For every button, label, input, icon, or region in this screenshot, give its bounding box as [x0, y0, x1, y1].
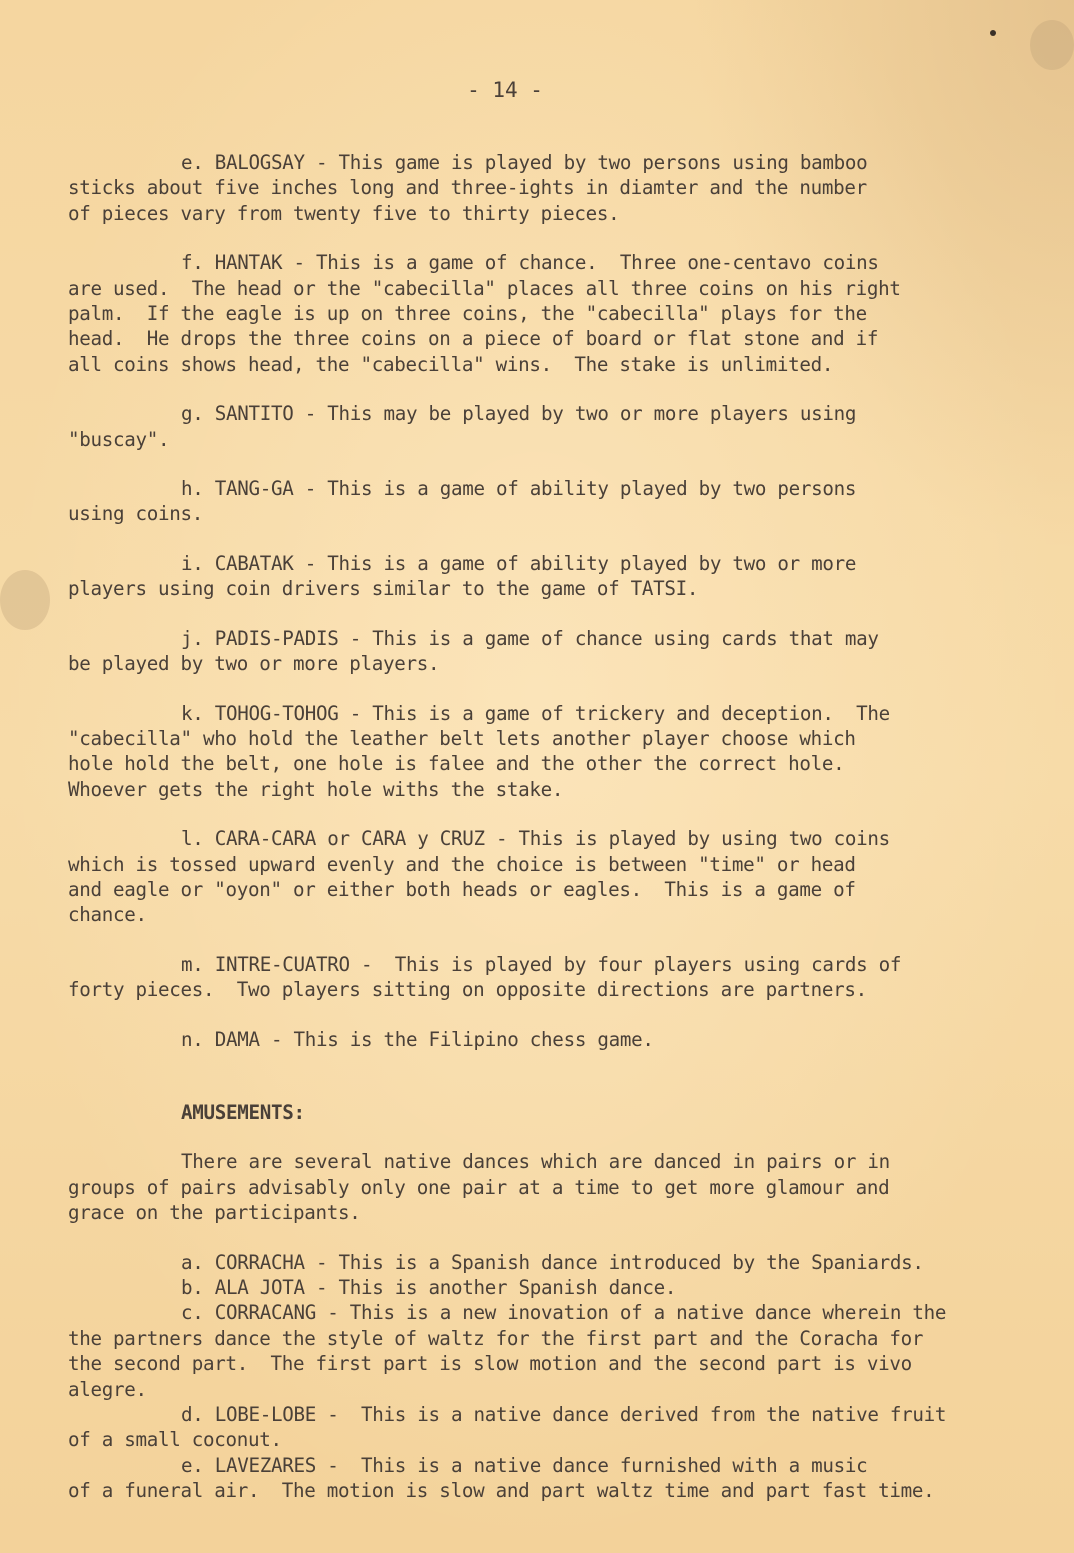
text-line: all coins shows head, the "cabecilla" wins. The stake is unlimited.	[68, 352, 834, 376]
text-line: c. CORRACANG - This is a new inovation of a native dance wherein the	[181, 1301, 947, 1325]
text-line: grace on the participants.	[68, 1201, 361, 1225]
text-line: e. LAVEZARES - This is a native dance furnished with a music	[181, 1453, 868, 1477]
text-line: Whoever gets the right hole withs the stake.	[68, 777, 564, 801]
text-line: i. CABATAK - This is a game of ability played by two or more	[181, 551, 857, 575]
text-line: hole hold the belt, one hole is falee and the other the correct hole.	[68, 752, 845, 776]
heading-text: AMUSEMENTS:	[181, 1100, 305, 1124]
amusements-intro	[68, 1149, 1048, 1225]
text-line: of a funeral air. The motion is slow and part waltz time and part fast time.	[68, 1479, 935, 1503]
game-item-balogsay	[68, 150, 1048, 226]
text-line: using coins.	[68, 502, 204, 526]
text-line: k. TOHOG-TOHOG - This is a game of trickery and deception. The	[181, 701, 890, 725]
text-line: groups of pairs advisably only one pair at a time to get more glamour and	[68, 1175, 890, 1199]
text-line: head. He drops the three coins on a piece of board or flat stone and if	[68, 327, 879, 351]
text-line: forty pieces. Two players sitting on opposite directions are partners.	[68, 978, 867, 1002]
text-line: are used. The head or the "cabecilla" places all three coins on his right	[68, 276, 901, 300]
text-line: f. HANTAK - This is a game of chance. Three one-centavo coins	[181, 251, 879, 275]
text-line: players using coin drivers similar to the game of TATSI.	[68, 577, 699, 601]
text-line: of pieces vary from twenty five to thirty pieces.	[68, 201, 620, 225]
dance-item-lobe-lobe	[68, 1402, 1048, 1453]
text-line: There are several native dances which are danced in pairs or in	[181, 1150, 890, 1174]
dance-item-ala-jota	[68, 1275, 1048, 1300]
dances-list	[68, 1250, 1048, 1504]
text-line: j. PADIS-PADIS - This is a game of chance using cards that may	[181, 626, 879, 650]
text-line: alegre.	[68, 1377, 147, 1401]
text-line: a. CORRACHA - This is a Spanish dance introduced by the Spaniards.	[181, 1250, 924, 1274]
game-item-tang-ga	[68, 476, 1048, 527]
text-line: n. DAMA - This is the Filipino chess game.	[181, 1027, 654, 1051]
game-item-hantak	[68, 250, 1048, 377]
document-body	[68, 150, 1048, 1504]
text-line: b. ALA JOTA - This is another Spanish dance.	[181, 1276, 677, 1299]
text-line: and eagle or "oyon" or either both heads or eagles. This is a game of	[68, 877, 856, 901]
text-line: "cabecilla" who hold the leather belt lets another player choose which	[68, 726, 856, 750]
paper-stain	[1030, 20, 1074, 70]
ink-speck	[990, 30, 996, 36]
text-line: e. BALOGSAY - This game is played by two persons using bamboo	[181, 151, 868, 174]
text-line: which is tossed upward evenly and the choice is between "time" or head	[68, 852, 856, 876]
section-heading-amusements	[68, 1100, 1048, 1125]
game-item-dama	[68, 1027, 1048, 1052]
text-line: chance.	[68, 903, 147, 927]
games-list	[68, 150, 1048, 1052]
text-line: of a small coconut.	[68, 1428, 282, 1452]
text-line: sticks about five inches long and three-ights in diamter and the number	[68, 176, 867, 200]
text-line: be played by two or more players.	[68, 652, 440, 676]
game-item-santito	[68, 401, 1048, 452]
text-line: g. SANTITO - This may be played by two or more players using	[181, 402, 857, 426]
game-item-padis-padis	[68, 626, 1048, 677]
game-item-intre-cuatro	[68, 952, 1048, 1003]
dance-item-corracha	[68, 1250, 1048, 1275]
text-line: h. TANG-GA - This is a game of ability played by two persons	[181, 477, 857, 501]
page-number: - 14 -	[467, 78, 543, 102]
text-line: the second part. The first part is slow motion and the second part is vivo	[68, 1352, 912, 1376]
text-line: palm. If the eagle is up on three coins, the "cabecilla" plays for the	[68, 302, 867, 326]
dance-item-corracang	[68, 1300, 1048, 1402]
text-line: m. INTRE-CUATRO - This is played by four players using cards of	[181, 952, 902, 976]
game-item-tohog-tohog	[68, 701, 1048, 803]
text-line: the partners dance the style of waltz for the first part and the Coracha for	[68, 1326, 924, 1350]
text-line: l. CARA-CARA or CARA y CRUZ - This is played by using two coins	[181, 827, 890, 851]
game-item-cabatak	[68, 551, 1048, 602]
text-line: d. LOBE-LOBE - This is a native dance derived from the native fruit	[181, 1403, 947, 1427]
dance-item-lavezares	[68, 1453, 1048, 1504]
paper-stain	[0, 570, 50, 630]
game-item-cara-cara	[68, 826, 1048, 928]
text-line: "buscay".	[68, 427, 170, 451]
